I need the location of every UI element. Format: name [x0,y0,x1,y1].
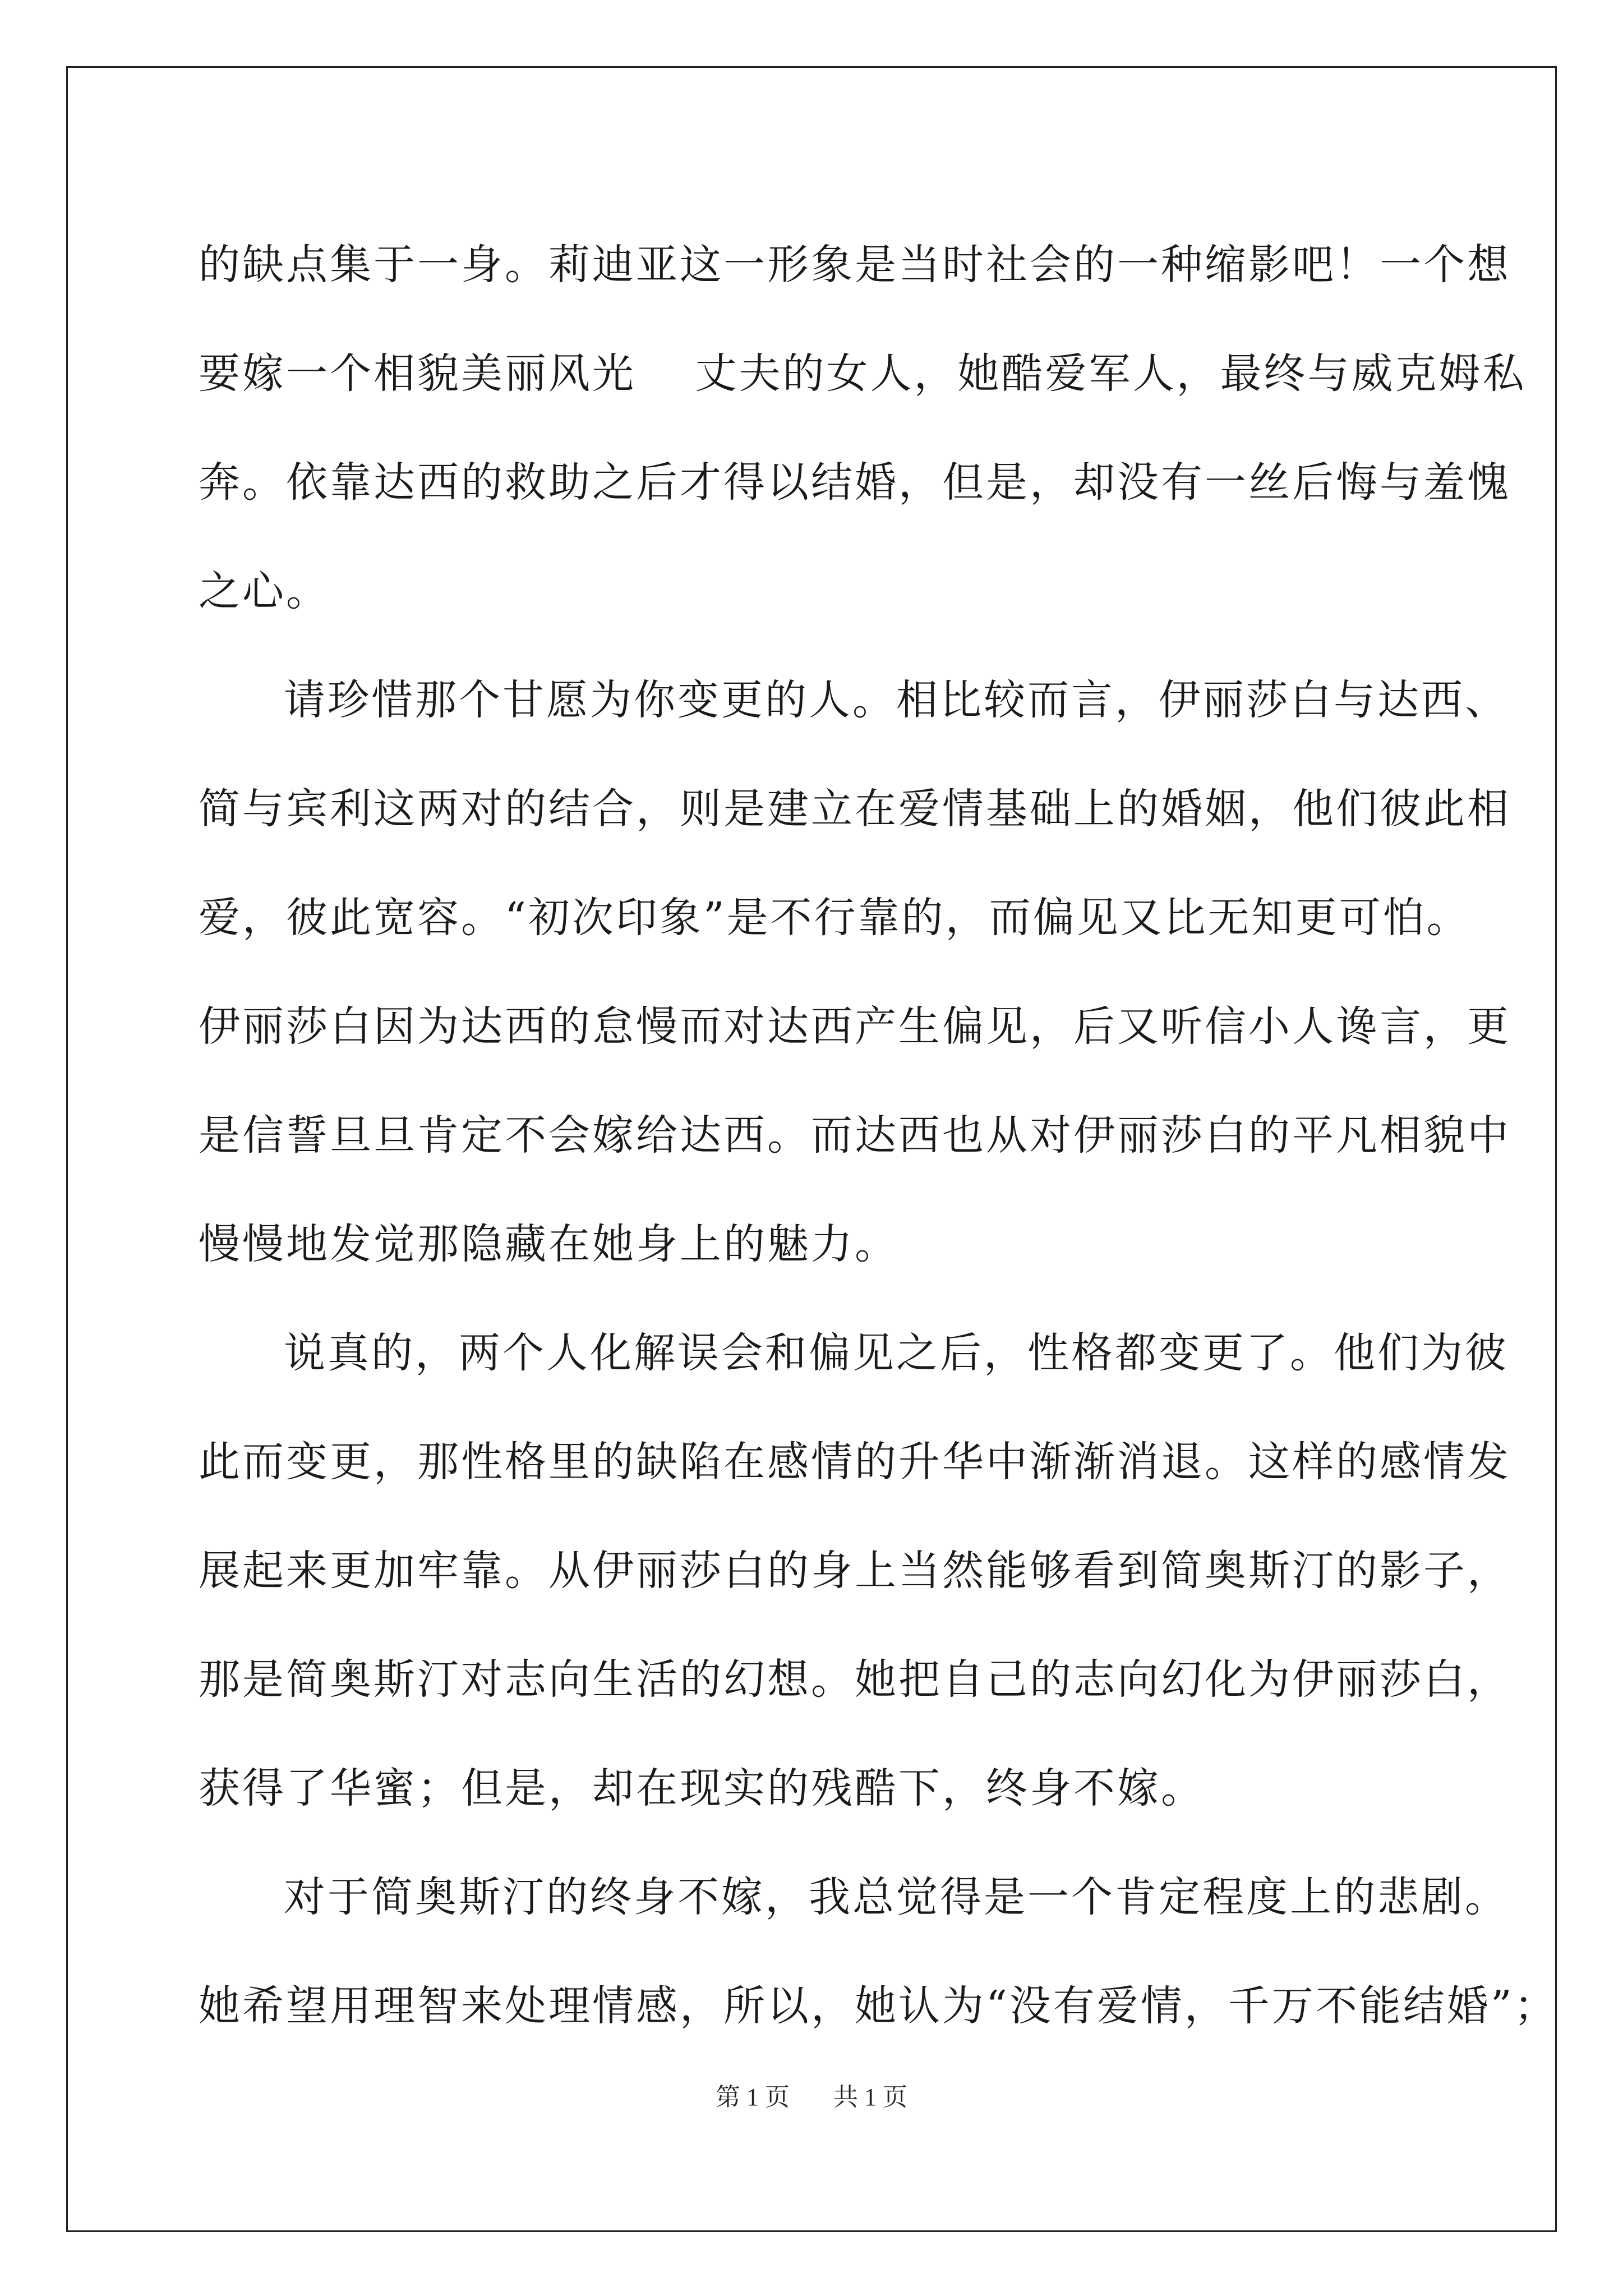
page-footer [0,2077,1623,2113]
text-line: 获得了华蜜；但是，却在现实的残酷下，终身不嫁。 [199,1764,1205,1812]
text-line: 要嫁一个相貌美丽风光 丈夫的女人，她酷爱军人，最终与威克姆私 [199,349,1527,398]
text-line: 简与宾利这两对的结合，则是建立在爱情基础上的婚姻，他们彼此相 [199,785,1511,833]
text-line: 伊丽莎白因为达西的怠慢而对达西产生偏见，后又听信小人谗言，更 [199,1002,1511,1051]
paragraph-first-line: 请珍惜那个甘愿为你变更的人。相比较而言，伊丽莎白与达西、 [284,676,1509,724]
text-line: 奔。依靠达西的救助之后才得以结婚，但是，却没有一丝后悔与羞愧 [199,458,1511,507]
text-line: 之心。 [199,567,330,615]
page-total: 共 1 页 [833,2083,907,2111]
text-line: 那是简奥斯汀对志向生活的幻想。她把自己的志向幻化为伊丽莎白， [199,1655,1511,1704]
text-line: 展起来更加牢靠。从伊丽莎白的身上当然能够看到简奥斯汀的影子， [199,1547,1511,1595]
text-line: 此而变更，那性格里的缺陷在感情的升华中渐渐消退。这样的感情发 [199,1438,1511,1486]
document-body [199,210,1558,2060]
text-line: 是信誓旦旦肯定不会嫁给达西。而达西也从对伊丽莎白的平凡相貌中 [199,1111,1511,1159]
page-number: 第 1 页 [716,2083,790,2111]
paragraph-first-line: 说真的，两个人化解误会和偏见之后，性格都变更了。他们为彼 [284,1329,1509,1377]
text-line: 爱，彼此宽容。“初次印象”是不行靠的，而偏见又比无知更可怕。 [199,894,1470,942]
text-line: 慢慢地发觉那隐藏在她身上的魅力。 [199,1220,898,1268]
paragraph-first-line: 对于简奥斯汀的终身不嫁，我总觉得是一个肯定程度上的悲剧。 [284,1873,1509,1921]
text-line: 的缺点集于一身。莉迪亚这一形象是当时社会的一种缩影吧！一个想 [199,241,1511,289]
text-line: 她希望用理智来处理情感，所以，她认为“没有爱情，千万不能结婚”； [199,1982,1558,2030]
